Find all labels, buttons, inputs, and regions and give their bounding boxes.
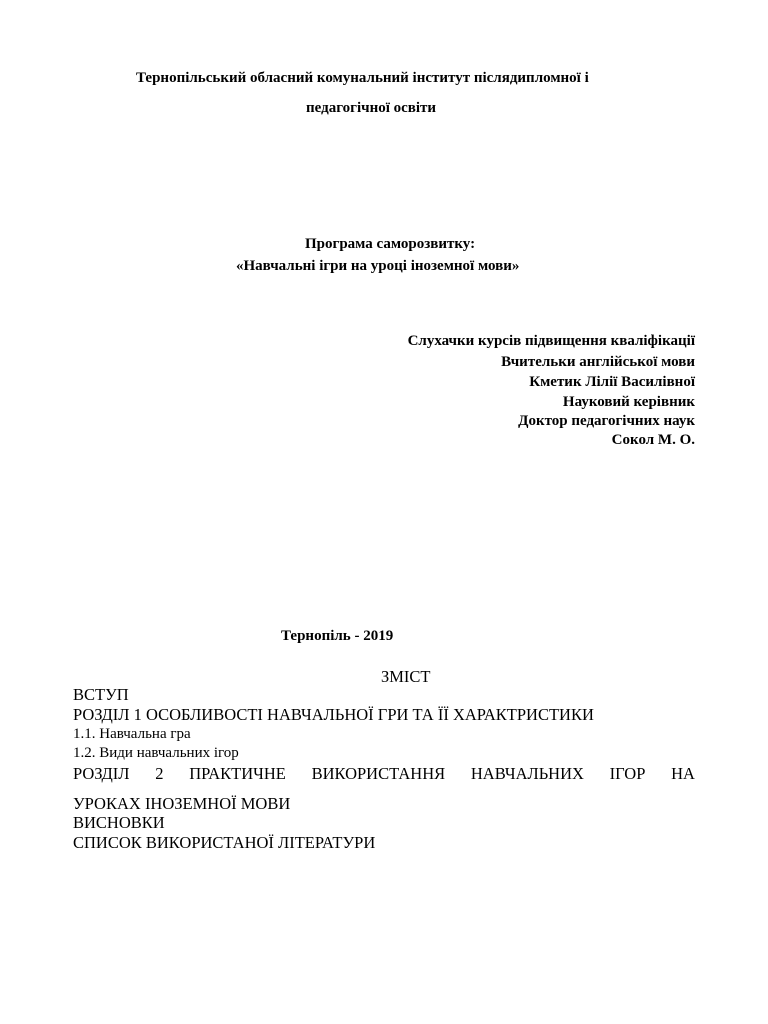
supervisor-degree-line: Доктор педагогічних наук: [518, 413, 695, 429]
toc-item-chapter-2-word: ВИКОРИСТАННЯ: [311, 764, 446, 783]
supervisor-name-line: Сокол М. О.: [611, 432, 695, 448]
author-course-line: Слухачки курсів підвищення кваліфікації: [407, 333, 695, 349]
toc-item-chapter-2-word: НА: [671, 764, 695, 783]
program-label: Програма саморозвитку:: [305, 236, 476, 252]
toc-item-chapter-1: РОЗДІЛ 1 ОСОБЛИВОСТІ НАВЧАЛЬНОЇ ГРИ ТА ЇЇ ХАРАКТРИСТИКИ: [73, 705, 594, 724]
city-year: Тернопіль - 2019: [281, 628, 394, 644]
toc-item-chapter-2-word: ПРАКТИЧНЕ: [189, 764, 286, 783]
toc-item-1-1: 1.1. Навчальна гра: [73, 726, 191, 742]
toc-item-chapter-2: [73, 766, 695, 783]
contents-title: ЗМІСТ: [381, 667, 431, 686]
institution-name-line-2: педагогічної освіти: [306, 100, 437, 116]
toc-item-chapter-2-word: РОЗДІЛ: [73, 764, 130, 783]
supervisor-label-line: Науковий керівник: [562, 394, 695, 410]
toc-item-chapter-2-word: 2: [155, 764, 164, 783]
institution-name-line-1: Тернопільський обласний комунальний інститут післядипломної і: [136, 70, 589, 86]
toc-item-chapter-2-word: ІГОР: [609, 764, 646, 783]
toc-item-references: СПИСОК ВИКОРИСТАНОЇ ЛІТЕРАТУРИ: [73, 833, 376, 852]
toc-item-chapter-2-word: НАВЧАЛЬНИХ: [470, 764, 584, 783]
toc-item-conclusions: ВИСНОВКИ: [73, 813, 165, 832]
toc-item-1-2: 1.2. Види навчальних ігор: [73, 745, 239, 761]
program-title: «Навчальні ігри на уроці іноземної мови»: [236, 258, 520, 274]
toc-item-chapter-2-cont: УРОКАХ ІНОЗЕМНОЇ МОВИ: [73, 794, 291, 813]
author-name-line: Кметик Лілії Василівної: [529, 374, 695, 390]
author-role-line: Вчительки англійської мови: [501, 354, 695, 370]
toc-item-intro: ВСТУП: [73, 685, 129, 704]
